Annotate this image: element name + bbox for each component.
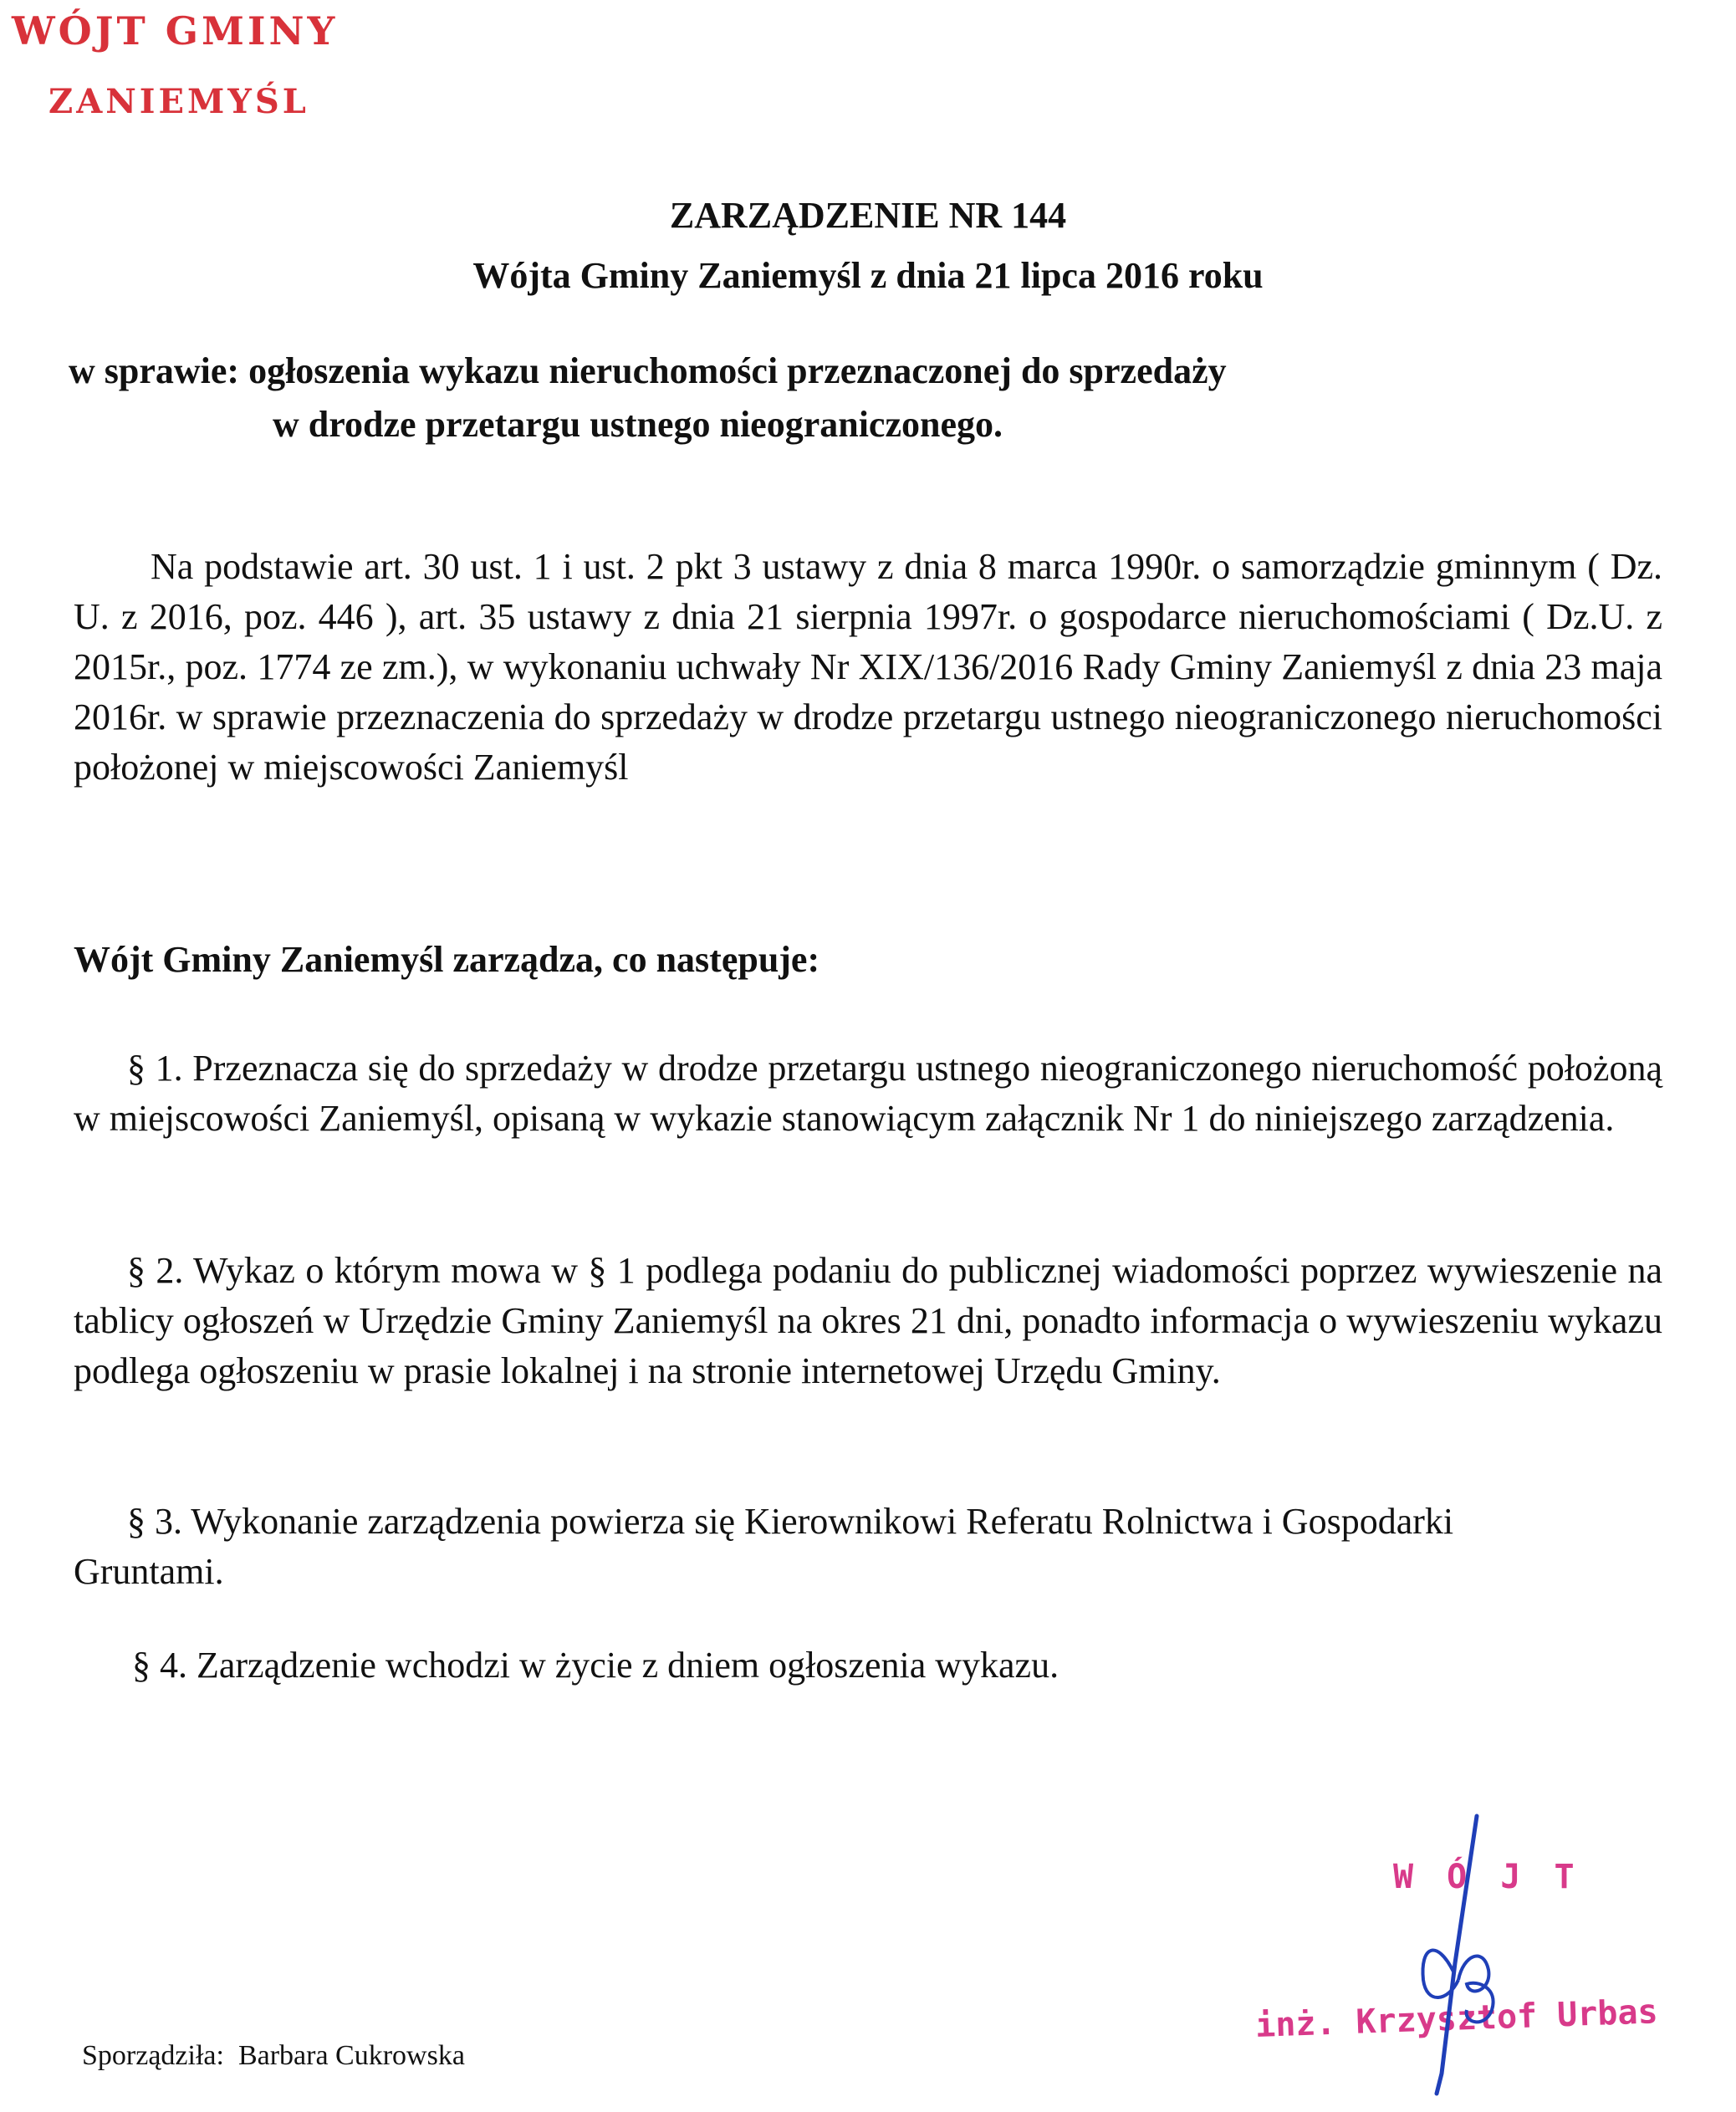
document-subtitle: Wójta Gminy Zaniemyśl z dnia 21 lipca 2016 roku	[472, 255, 1264, 296]
preamble	[74, 542, 1662, 793]
decree-intro: Wójt Gminy Zaniemyśl zarządza, co następuje:	[74, 939, 820, 980]
subject-line-1: w sprawie: ogłoszenia wykazu nieruchomości przeznaczonej do sprzedaży	[69, 350, 1227, 391]
paragraph-3	[74, 1497, 1545, 1597]
stamp-wojt-name: inż. Krzysztof Urbas	[1254, 1992, 1659, 2045]
stamp-line-1: WÓJT GMINY	[12, 8, 339, 54]
stamp-wojt-title: W Ó J T	[1393, 1858, 1581, 1896]
stamp-line-2: ZANIEMYŚL	[49, 82, 309, 121]
handwritten-signature	[1412, 1813, 1504, 2097]
paragraph-2	[74, 1246, 1662, 1396]
preamble-text: Na podstawie art. 30 ust. 1 i ust. 2 pkt 3 ustawy z dnia 8 marca 1990r. o samorządzie gminnym ( Dz. U. z 2016, poz. 446 ), art. 35 ustawy z dnia 21 sierpnia 1997r. o gospodarce nieruchomościami ( Dz.U. z 2015r., poz. 1774 ze zm.), w wykonaniu uchwały Nr XIX/136/2016 Rady Gminy Zaniemyśl z dnia 23 maja 2016r. w sprawie przeznaczenia do sprzedaży w drodze przetargu ustnego nieograniczonego nieruchomości położonej w miejscowości Zaniemyśl	[74, 546, 1662, 788]
document-title: ZARZĄDZENIE NR 144	[669, 195, 1067, 236]
paragraph-2-text: § 2. Wykaz o którym mowa w § 1 podlega podaniu do publicznej wiadomości poprzez wywieszenie na tablicy ogłoszeń w Urzędzie Gminy Zaniemyśl na okres 21 dni, ponadto informacja o wywieszeniu wykazu podlega ogłoszeniu w prasie lokalnej i na stronie internetowej Urzędu Gminy.	[74, 1250, 1662, 1391]
subject-line-2: w drodze przetargu ustnego nieograniczonego.	[273, 404, 1003, 445]
paragraph-4: § 4. Zarządzenie wchodzi w życie z dniem ogłoszenia wykazu.	[132, 1645, 1059, 1686]
prepared-by-name: Barbara Cukrowska	[237, 2040, 465, 2071]
paragraph-1	[74, 1043, 1662, 1144]
paragraph-1-text: § 1. Przeznacza się do sprzedaży w drodze przetargu ustnego nieograniczonego nieruchomość położoną w miejscowości Zaniemyśl, opisaną w wykazie stanowiącym załącznik Nr 1 do niniejszego zarządzenia.	[74, 1048, 1662, 1139]
prepared-by	[82, 2040, 465, 2072]
prepared-by-label: Sporządziła:	[82, 2040, 224, 2071]
paragraph-3-text: § 3. Wykonanie zarządzenia powierza się Kierownikowi Referatu Rolnictwa i Gospodarki Gruntami.	[74, 1501, 1454, 1592]
